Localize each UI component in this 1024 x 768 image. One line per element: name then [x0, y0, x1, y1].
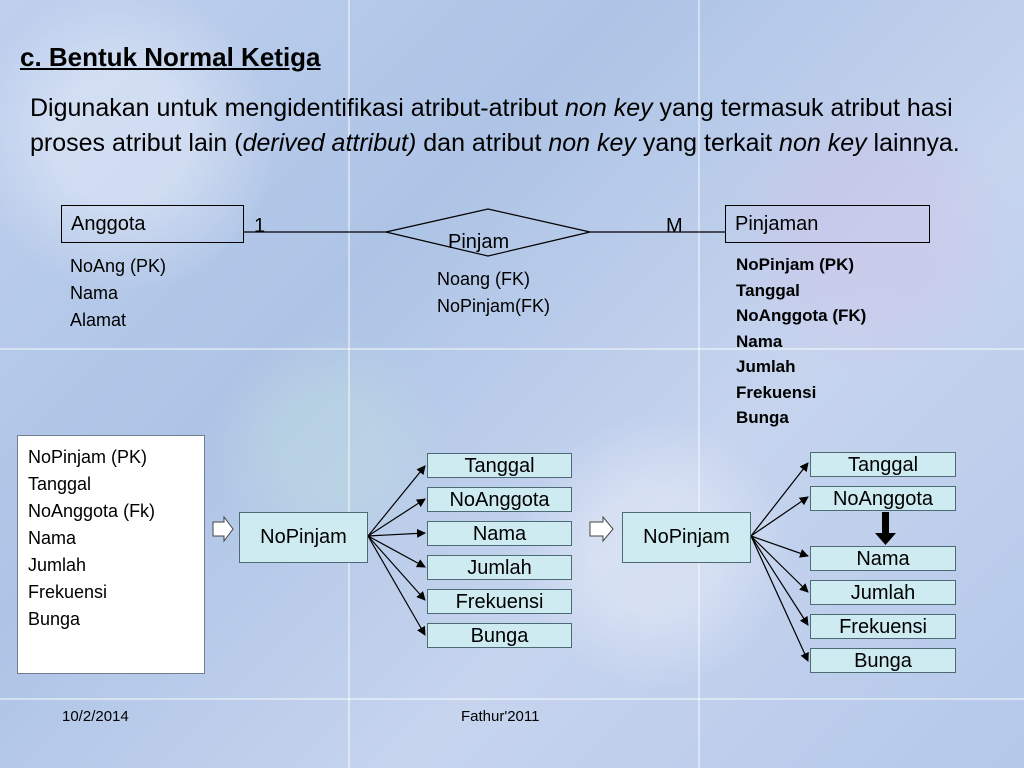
transitive-dependency-arrow [875, 512, 896, 545]
dependent-attribute-box: Nama [427, 521, 572, 546]
entity-pinjaman [725, 205, 930, 243]
entity-pinjaman-label: Pinjaman [735, 213, 819, 235]
transform-arrow-icon [213, 517, 233, 541]
footer-date: 10/2/2014 [62, 708, 129, 725]
key-box-nopinjam: NoPinjam [622, 512, 751, 563]
cardinality-one: 1 [254, 215, 266, 237]
intro-text-2: yang termasuk atribut hasi proses atribut lain ( [30, 94, 953, 157]
attribute-item: Jumlah [736, 357, 796, 376]
attribute-item: Nama [28, 528, 77, 548]
dependent-attribute-box: NoAnggota [810, 486, 956, 511]
intro-text-3: dan atribut [416, 129, 549, 157]
attribute-item: NoPinjam(FK) [437, 296, 551, 316]
dependent-attribute-box: Jumlah [810, 580, 956, 605]
intro-emphasis-4: non key [779, 129, 867, 157]
attribute-item: Nama [70, 283, 119, 303]
dependent-attribute-box: Bunga [427, 623, 572, 648]
attribute-item: NoAng (PK) [70, 256, 167, 276]
dependency-arrow [751, 536, 808, 592]
pinjaman-attribute-list [736, 252, 866, 431]
attribute-item: Alamat [70, 310, 127, 330]
intro-emphasis-1: non key [565, 94, 653, 122]
dependent-attribute-box: Tanggal [427, 453, 572, 478]
attribute-item: Nama [736, 331, 783, 351]
dependency-arrow [751, 536, 808, 661]
table-attribute-list [28, 444, 204, 633]
entity-anggota-label: Anggota [71, 213, 146, 235]
transform-arrow-icon [590, 517, 613, 541]
dependent-attribute-box: Frekuensi [810, 614, 956, 639]
attribute-item: Jumlah [28, 555, 87, 575]
anggota-attribute-list [70, 253, 166, 334]
dependent-attribute-box: NoAnggota [427, 487, 572, 512]
dependency-arrow [368, 466, 425, 536]
dependency-arrow [368, 536, 425, 600]
footer-author: Fathur'2011 [461, 708, 540, 725]
dependency-arrow [751, 536, 808, 625]
key-box-nopinjam: NoPinjam [239, 512, 368, 563]
relationship-label: Pinjam [448, 231, 510, 253]
attribute-item: Bunga [28, 609, 81, 629]
dependent-attribute-box: Frekuensi [427, 589, 572, 614]
attribute-item: Noang (FK) [437, 269, 531, 289]
attribute-item: Tanggal [736, 280, 800, 300]
dependency-arrow [368, 533, 425, 536]
intro-emphasis-3: non key [548, 129, 636, 157]
intro-text-4: yang terkait [635, 129, 780, 157]
cardinality-many: M [666, 215, 683, 237]
intro-emphasis-2: derived attribut) [242, 129, 417, 157]
dependency-arrow [751, 497, 808, 536]
dependent-attribute-box: Nama [810, 546, 956, 571]
intro-text-1: Digunakan untuk mengidentifikasi atribut-atribut [30, 94, 566, 122]
attribute-item: NoAnggota (FK) [736, 306, 867, 325]
pinjam-attribute-list [437, 266, 550, 320]
dependent-attribute-box: Bunga [810, 648, 956, 673]
intro-text-5: lainnya. [866, 129, 960, 157]
attribute-item: Bunga [736, 408, 789, 427]
attribute-item: Frekuensi [28, 582, 108, 602]
attribute-item: NoPinjam (PK) [28, 447, 148, 467]
attribute-item: Tanggal [28, 474, 92, 494]
dependency-arrow [751, 536, 808, 556]
table-attribute-box [17, 435, 205, 674]
attribute-item: NoPinjam (PK) [736, 255, 855, 274]
dependent-attribute-box: Jumlah [427, 555, 572, 580]
attribute-item: Frekuensi [736, 382, 817, 402]
dependency-arrow [368, 499, 425, 536]
attribute-item: NoAnggota (Fk) [28, 501, 156, 521]
dependency-arrow [751, 463, 808, 536]
entity-anggota [61, 205, 244, 243]
slide-title: c. Bentuk Normal Ketiga [20, 42, 321, 72]
dependent-attribute-box: Tanggal [810, 452, 956, 477]
